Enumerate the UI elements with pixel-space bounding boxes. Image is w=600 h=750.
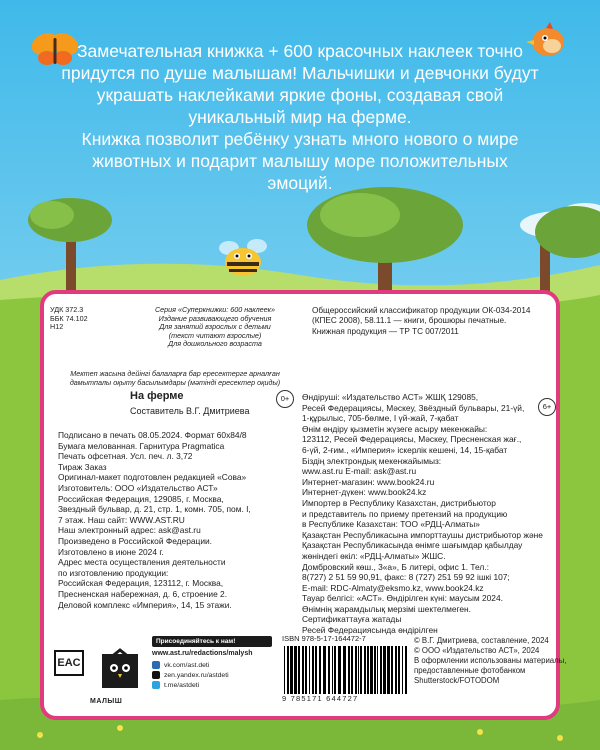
kz-line: Өнім өндіру қызметін жүзеге асыру мекенжайы: bbox=[302, 423, 488, 434]
barcode-icon bbox=[282, 646, 410, 694]
kz-line: Өнімнің жарамдылық мерзімі шектелмеген. bbox=[302, 603, 471, 614]
kz-line: в Республике Казахстан: ТОО «РДЦ-Алматы» bbox=[302, 519, 480, 530]
print-details bbox=[58, 430, 251, 610]
zen-icon bbox=[152, 671, 160, 679]
print-line: Звездный бульвар, д. 21, стр. 1, комн. 705, пом. I, bbox=[58, 504, 251, 515]
redaction-link[interactable]: www.ast.ru/redactions/malysh bbox=[152, 650, 253, 657]
kazakh-note: Мектеп жасына дейінгі балаларға бар ересектерге арналған дамытпалы оқыту басылымдары (мәтінді ересектер оқиды) bbox=[69, 369, 281, 387]
copyright-line: © ООО «Издательство АСТ», 2024 bbox=[414, 646, 540, 655]
print-line: Произведено в Российской Федерации. bbox=[58, 535, 213, 546]
copyright-line: предоставленные фотобанком bbox=[414, 666, 526, 675]
print-line: Наш электронный адрес: ask@ast.ru bbox=[58, 525, 201, 536]
social-link-telegram[interactable] bbox=[152, 680, 272, 690]
copyright-block bbox=[414, 636, 566, 686]
print-line: Бумага мелованная. Гарнитура Pragmatica bbox=[58, 440, 225, 451]
copyright-line: Shutterstock/FOTODOM bbox=[414, 676, 500, 685]
social-block bbox=[152, 636, 272, 690]
kz-line: www.ast.ru E-mail: ask@ast.ru bbox=[302, 466, 417, 477]
kz-line: Импортер в Республику Казахстан, дистрибьютор bbox=[302, 497, 496, 508]
publisher-logo-text: МАЛЫШ bbox=[90, 698, 123, 705]
print-line: Изготовитель: ООО «Издательство АСТ» bbox=[58, 482, 218, 493]
classification-codes bbox=[50, 306, 88, 332]
series-line: Для дошкольного возраста bbox=[168, 339, 262, 349]
kz-line: 1-құрылыс, 705-бөлме, І үй-жай, 7-қабат bbox=[302, 413, 459, 424]
kazakh-importer-details bbox=[302, 392, 543, 636]
series-info bbox=[130, 306, 300, 349]
telegram-icon bbox=[152, 681, 160, 689]
series-line: Серия «Суперкнижки: 600 наклеек» bbox=[154, 305, 276, 314]
eac-mark: EAC bbox=[54, 650, 84, 676]
kz-line: Қазақстан Республикасында өнімге шағымдар қабылдау bbox=[302, 540, 523, 551]
publisher-logo-icon bbox=[96, 646, 144, 700]
print-line: Российская Федерация, 129085, г. Москва, bbox=[58, 493, 224, 504]
kz-line: Ресей Федерациясы, Мәскеу, Звёздный бульвары, 21-үй, bbox=[302, 402, 525, 413]
print-line: Российская Федерация, 123112, г. Москва, bbox=[58, 578, 224, 589]
kz-line: Біздің электрондық мекенжайымыз: bbox=[302, 455, 442, 466]
kz-line: Ресей Федерациясында өндірілген bbox=[302, 625, 438, 636]
age-rating-badge-kz: 6+ bbox=[538, 398, 556, 416]
print-line: Пресненская набережная, д. 6, строение 2. bbox=[58, 588, 228, 599]
vk-icon bbox=[152, 661, 160, 669]
copyright-line: © В.Г. Дмитриева, составление, 2024 bbox=[414, 636, 549, 645]
kz-line: Домбровский көш., 3«а», Б литері, офис 1. Тел.: bbox=[302, 561, 489, 572]
social-link-zen[interactable] bbox=[152, 670, 272, 680]
social-link-label: zen.yandex.ru/astdeti bbox=[164, 671, 229, 679]
book-title: На ферме bbox=[130, 390, 184, 402]
print-line: Печать офсетная. Усл. печ. л. 3,72 bbox=[58, 451, 193, 462]
print-line: Деловой комплекс «Империя», 14, 15 этажи. bbox=[58, 599, 232, 610]
kz-line: жөніндегі өкіл: «РДЦ-Алматы» ЖШС. bbox=[302, 550, 446, 561]
social-header: Присоединяйтесь к нам! bbox=[152, 636, 272, 647]
kz-line: 123112, Ресей Федерациясы, Мәскеу, Пресненская жағ., bbox=[302, 434, 522, 445]
series-line: Издание развивающего обучения bbox=[158, 313, 272, 323]
print-line: 7 этаж. Наш сайт: WWW.AST.RU bbox=[58, 514, 185, 525]
product-classifier bbox=[312, 306, 530, 337]
barcode-digits: 9 785171 644727 bbox=[282, 694, 359, 703]
intro-paragraph-1 bbox=[60, 40, 540, 128]
intro-paragraph-2 bbox=[60, 128, 540, 194]
kz-line: 8(727) 2 51 59 90,91, факс: 8 (727) 251 59 92 ішкі 107; bbox=[302, 572, 510, 583]
book-compiler: Составитель В.Г. Дмитриева bbox=[130, 406, 250, 416]
author-mark: Н12 bbox=[50, 322, 64, 332]
imprint-card bbox=[40, 290, 567, 720]
kz-line: Тауар белгісі: «АСТ». Өндірілген күні: маусым 2024. bbox=[302, 593, 503, 604]
kz-line: Өндіруші: «Издательство АСТ» ЖШҚ 129085, bbox=[302, 392, 479, 402]
intro-text-1: Замечательная книжка + 600 красочных наклеек точно придутся по душе малышам! Мальчишки и девчонки будут украшать наклейками яркие фоны, создавая свой уникальный мир на ферме. bbox=[61, 41, 539, 127]
print-line: Оригинал-макет подготовлен редакцией «Сова» bbox=[58, 472, 247, 483]
social-link-label: t.me/astdeti bbox=[164, 681, 200, 689]
isbn-number: ISBN 978-5-17-164472-7 bbox=[282, 634, 366, 643]
classifier-line: Книжная продукция — ТР ТС 007/2011 bbox=[312, 326, 459, 336]
series-line: (текст читают взрослые) bbox=[168, 330, 262, 340]
print-line: по изготовлению продукции: bbox=[58, 567, 169, 578]
kz-line: Интернет-дүкен: www.book24.kz bbox=[302, 487, 427, 498]
kz-line: Интернет-магазин: www.book24.ru bbox=[302, 476, 435, 487]
copyright-line: В оформлении использованы материалы, bbox=[414, 656, 567, 665]
kz-line: 6-үй, 2-ғим., «Империя» іскерлік кешені, 14, 15-қабат bbox=[302, 444, 508, 455]
print-line: Подписано в печать 08.05.2024. Формат 60x84/8 bbox=[58, 430, 247, 440]
kz-line: Сертификаттауға жатады bbox=[302, 614, 402, 625]
isbn-block bbox=[282, 634, 410, 704]
series-line: Для занятий взрослых с детьми bbox=[159, 322, 271, 332]
kz-line: Қазақстан Республикасына импорттаушы дистрибьютор және bbox=[302, 529, 543, 540]
age-rating-badge: 0+ bbox=[276, 390, 294, 408]
intro-text-2: Книжка позволит ребёнку узнать много нового о мире животных и подарит малышу море положительных эмоций. bbox=[81, 129, 519, 193]
social-link-label: vk.com/ast.deti bbox=[164, 661, 210, 669]
print-line: Тираж Заказ bbox=[58, 461, 107, 472]
classifier-line: Общероссийский классификатор продукции ОК-034-2014 bbox=[312, 306, 531, 315]
kz-line: E-mail: RDC-Almaty@eksmo.kz, www.book24.kz bbox=[302, 582, 484, 593]
classifier-line: (КПЕС 2008), 58.11.1 — книги, брошюры печатные. bbox=[312, 316, 507, 326]
print-line: Адрес места осуществления деятельности bbox=[58, 557, 226, 568]
bbk-code: ББК 74.102 bbox=[50, 313, 88, 323]
social-link-vk[interactable] bbox=[152, 660, 272, 670]
print-line: Изготовлено в июне 2024 г. bbox=[58, 546, 164, 557]
udk-code: УДК 372.3 bbox=[50, 305, 84, 314]
kz-line: и представитель по приему претензий на продукцию bbox=[302, 508, 508, 519]
